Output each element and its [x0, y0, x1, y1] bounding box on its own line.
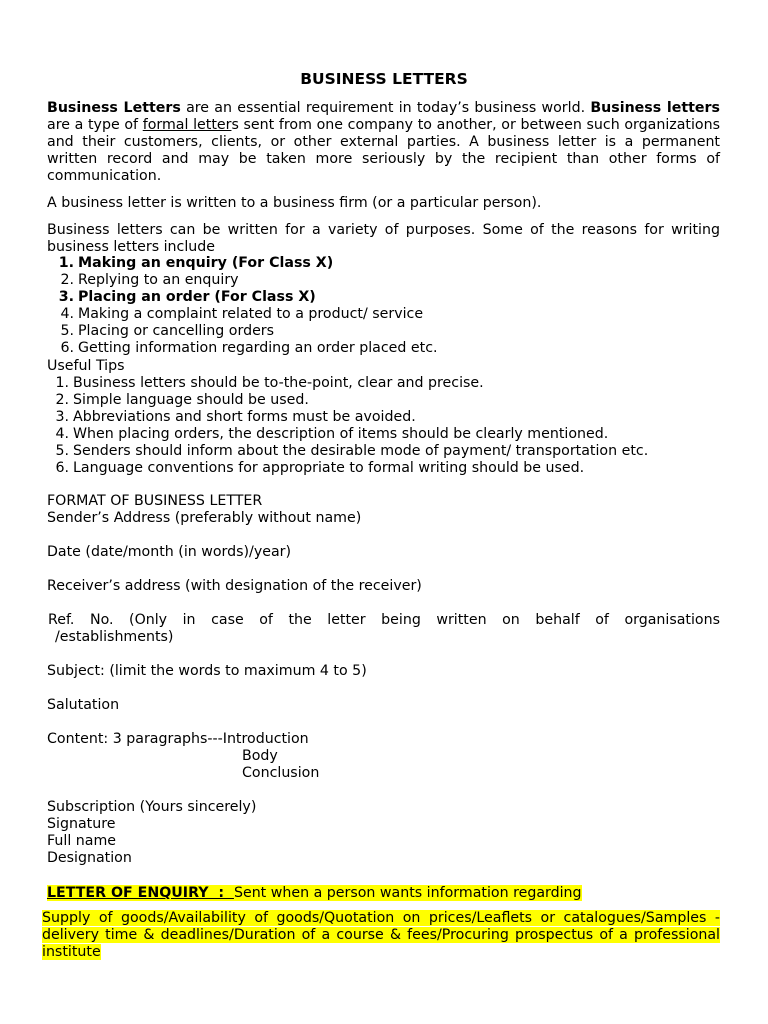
- list-number: 6.: [60, 340, 74, 356]
- list-text: Placing or cancelling orders: [78, 323, 275, 339]
- list-item: [52, 323, 438, 340]
- enquiry-body-text: Supply of goods/Availability of goods/Quotation on prices/Leaflets or catalogues/Samples - delivery time & deadlines/Duration of a course & fees/Procuring prospectus of a professional institute: [42, 910, 720, 960]
- list-item: [47, 426, 648, 443]
- list-item: [52, 272, 438, 289]
- format-content: Content: 3 paragraphs---Introduction: [47, 731, 309, 747]
- enquiry-heading-line: [47, 885, 582, 902]
- enquiry-body: [42, 910, 720, 961]
- firm-line: A business letter is written to a business firm (or a particular person).: [47, 195, 542, 211]
- format-signature: Signature: [47, 816, 116, 832]
- list-number: 4.: [60, 306, 74, 322]
- list-number: 6.: [55, 460, 69, 476]
- list-item: [47, 409, 648, 426]
- intro-text-2: are a type of: [47, 117, 143, 133]
- list-item: [47, 375, 648, 392]
- format-content-body: Body: [242, 748, 278, 764]
- list-number: 1.: [55, 375, 69, 391]
- format-subject: Subject: (limit the words to maximum 4 to 5): [47, 663, 367, 679]
- list-number: 2.: [55, 392, 69, 408]
- page-title: BUSINESS LETTERS: [300, 70, 468, 88]
- intro-text-3: s sent from one company to another, or between such organizations and their customers, clients, or other external parties. A business letter is a permanent written record and may be taken more seriously by the recipient than other forms of communication.: [47, 117, 720, 184]
- list-number: 5.: [60, 323, 74, 339]
- format-content-conclusion: Conclusion: [242, 765, 320, 781]
- list-text: Making an enquiry (For Class X): [78, 255, 334, 271]
- format-ref-line-1: Ref. No. (Only in case of the letter being written on behalf of organisations: [48, 612, 720, 628]
- list-item: [47, 392, 648, 409]
- list-item: [52, 340, 438, 357]
- list-text: Placing an order (For Class X): [78, 289, 316, 305]
- intro-bold-term-2: Business letters: [590, 100, 721, 116]
- intro-text-1: are an essential requirement in today’s business world.: [180, 100, 591, 116]
- reasons-list: [52, 255, 438, 357]
- list-text: When placing orders, the description of items should be clearly mentioned.: [73, 426, 609, 442]
- list-text: Simple language should be used.: [73, 392, 309, 408]
- list-item: [47, 443, 648, 460]
- format-designation: Designation: [47, 850, 132, 866]
- format-subscription: Subscription (Yours sincerely): [47, 799, 257, 815]
- list-text: Making a complaint related to a product/ service: [78, 306, 424, 322]
- list-text: Language conventions for appropriate to formal writing should be used.: [73, 460, 585, 476]
- tips-heading: Useful Tips: [47, 358, 125, 374]
- list-number: 1.: [58, 255, 74, 271]
- intro-paragraph: [47, 100, 720, 185]
- format-receiver: Receiver’s address (with designation of the receiver): [47, 578, 422, 594]
- list-number: 2.: [60, 272, 74, 288]
- list-item: [52, 306, 438, 323]
- list-item: [52, 255, 438, 272]
- list-number: 4.: [55, 426, 69, 442]
- enquiry-lead: Sent when a person wants information regarding: [233, 885, 582, 901]
- format-sender: Sender’s Address (preferably without name): [47, 510, 362, 526]
- list-text: Getting information regarding an order placed etc.: [78, 340, 438, 356]
- list-item: [47, 460, 648, 477]
- formal-letter-term: formal letter: [142, 117, 232, 133]
- enquiry-colon: :: [208, 885, 234, 901]
- purposes-intro: Business letters can be written for a variety of purposes. Some of the reasons for writing business letters include: [47, 222, 720, 255]
- format-full-name: Full name: [47, 833, 117, 849]
- enquiry-heading: LETTER OF ENQUIRY: [47, 885, 209, 901]
- list-text: Replying to an enquiry: [78, 272, 239, 288]
- tips-list: [47, 375, 648, 477]
- format-date: Date (date/month (in words)/year): [47, 544, 292, 560]
- intro-bold-term: Business Letters: [47, 100, 181, 116]
- list-number: 3.: [58, 289, 74, 305]
- list-number: 5.: [55, 443, 69, 459]
- format-ref-line-2: /establishments): [55, 629, 174, 645]
- list-number: 3.: [55, 409, 69, 425]
- list-text: Business letters should be to-the-point, clear and precise.: [73, 375, 484, 391]
- list-item: [52, 289, 438, 306]
- list-text: Senders should inform about the desirable mode of payment/ transportation etc.: [73, 443, 649, 459]
- list-text: Abbreviations and short forms must be avoided.: [73, 409, 416, 425]
- format-salutation: Salutation: [47, 697, 120, 713]
- format-heading: FORMAT OF BUSINESS LETTER: [47, 493, 263, 509]
